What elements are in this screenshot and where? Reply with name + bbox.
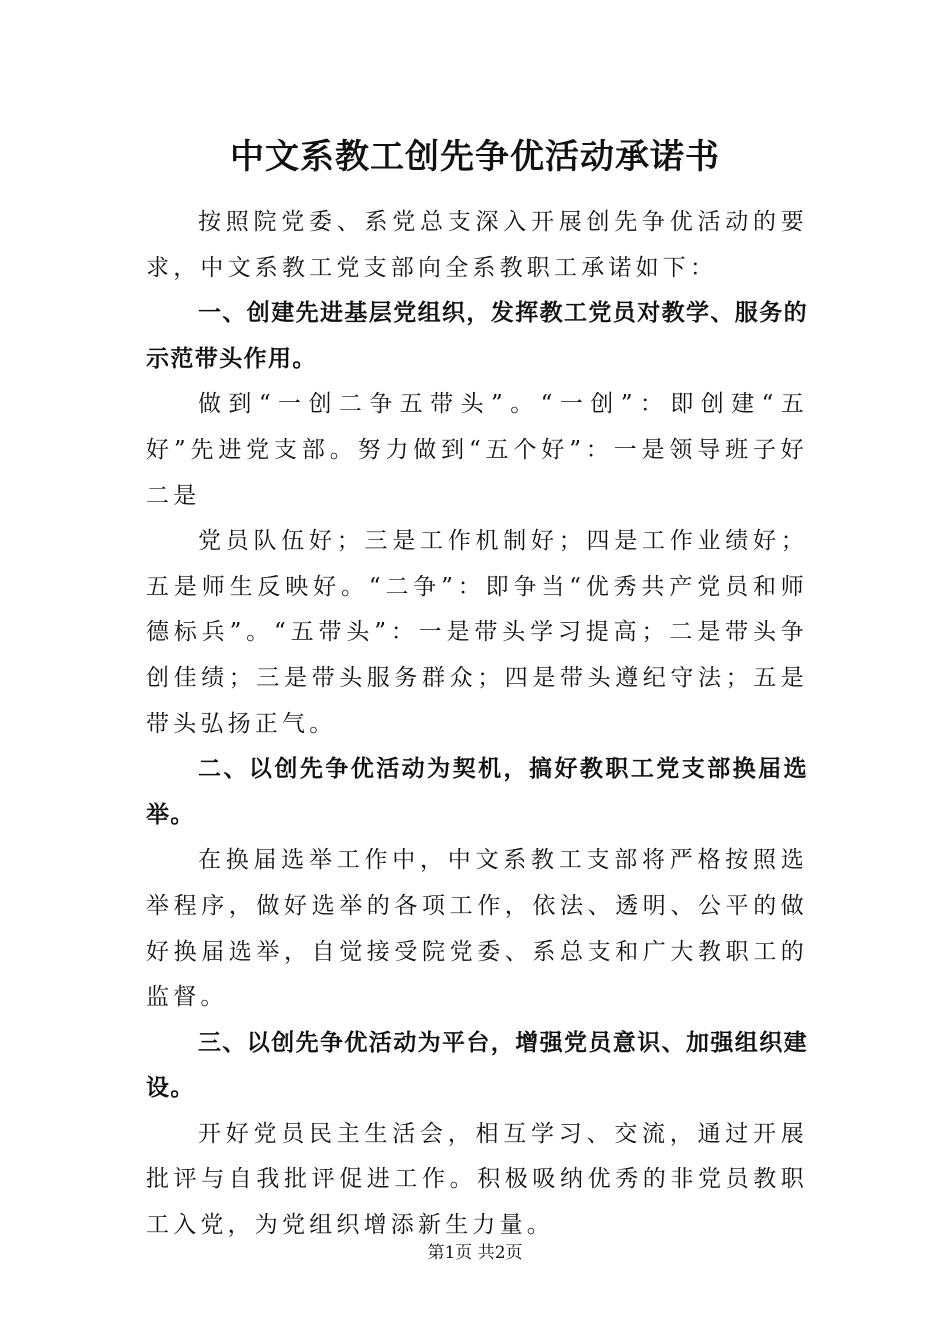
body-paragraph-3: 在换届选举工作中，中文系教工支部将严格按照选举程序，做好选举的各项工作，依法、透明、公平的做好换届选举，自觉接受院党委、系总支和广大教职工的监督。: [146, 847, 808, 1011]
document-body: [146, 200, 808, 1249]
document-title: 中文系教工创先争优活动承诺书: [230, 137, 720, 177]
section-heading-1: 一、创建先进基层党组织，发挥教工党员对教学、服务的示范带头作用。: [146, 300, 808, 372]
section-heading-3: 三、以创先争优活动为平台，增强党员意识、加强组织建设。: [146, 1029, 808, 1102]
section-heading-2: 二、以创先争优活动为契机，搞好教职工党支部换届选举。: [146, 756, 808, 828]
page-footer: 第1页 共2页: [427, 1243, 523, 1263]
intro-paragraph: 按照院党委、系党总支深入开展创先争优活动的要求，中文系教工党支部向全系教职工承诺如下：: [146, 209, 808, 281]
body-paragraph-1: 做到“一创二争五带头”。“一创”：即创建“五好”先进党支部。努力做到“五个好”：一是领导班子好二是: [146, 391, 808, 509]
body-paragraph-2: 党员队伍好；三是工作机制好；四是工作业绩好；五是师生反映好。“二争”：即争当“优秀共产党员和师德标兵”。“五带头”：一是带头学习提高；二是带头争创佳绩；三是带头服务群众；四是带头遵纪守法；五是带头弘扬正气。: [146, 528, 808, 737]
body-paragraph-4: 开好党员民主生活会，相互学习、交流，通过开展批评与自我批评促进工作。积极吸纳优秀的非党员教职工入党，为党组织增添新生力量。: [146, 1120, 808, 1239]
